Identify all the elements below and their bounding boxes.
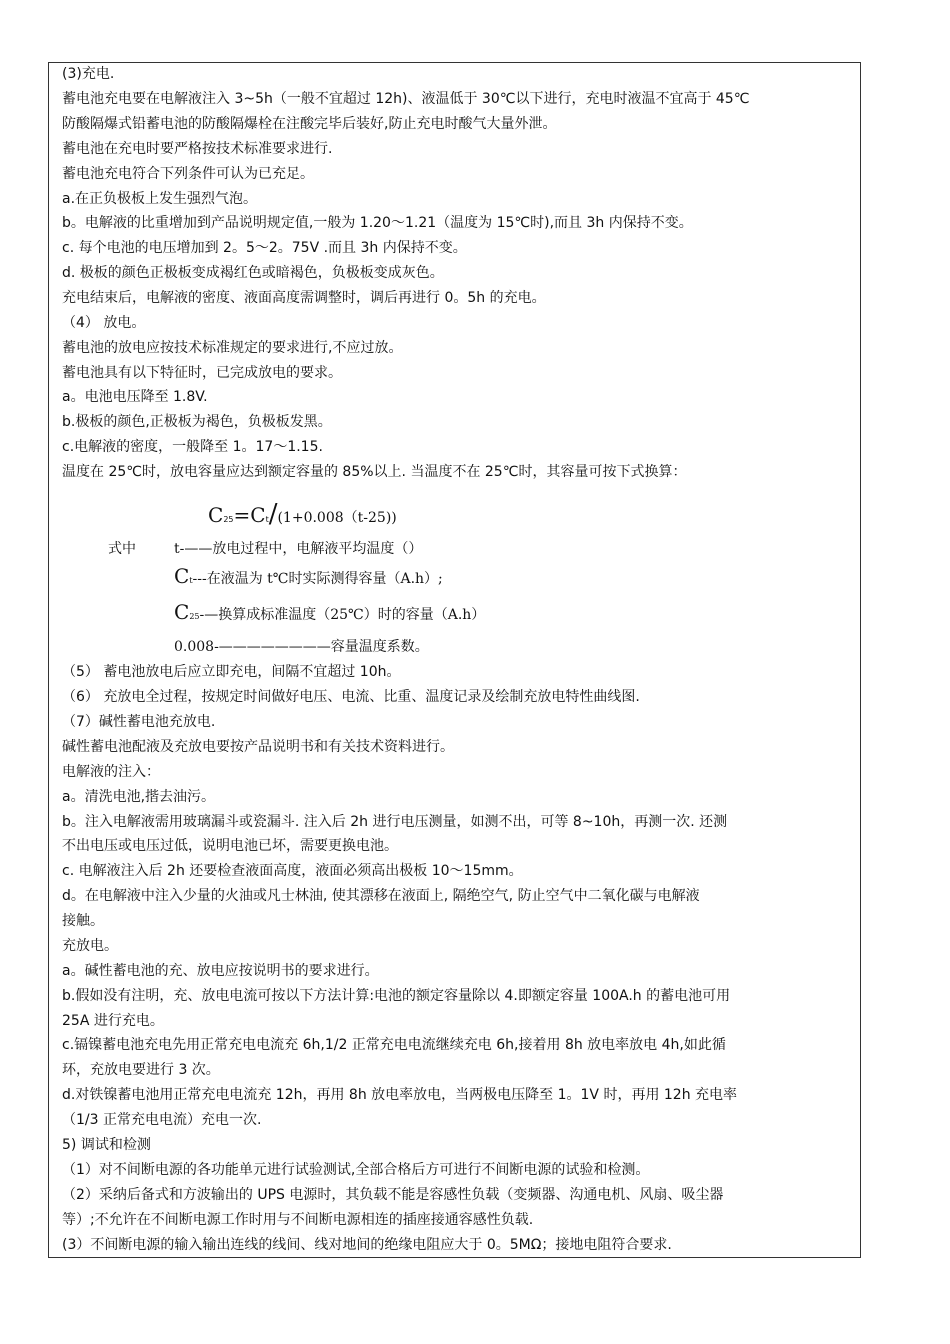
text-line: 不出电压或电压过低，说明电池已坏，需要更换电池。 [62,838,398,854]
text-line: d. 极板的颜色正极板变成褐红色或暗褐色，负极板变成灰色。 [62,265,444,281]
text-line: （4） 放电。 [62,315,146,331]
text-line: 蓄电池充电符合下列条件可认为已充足。 [62,166,314,182]
text-line: (3）不间断电源的输入输出连线的线间、线对地间的绝缘电阻应大于 0。5MΩ；接地电阻符合要求. [62,1237,672,1253]
legend-coef-line: 0.008-————————容量温度系数。 [174,639,429,655]
legend-c25-text: -—换算成标准温度（25℃）时的容量（A.h） [199,607,486,623]
text-line: （7）碱性蓄电池充放电. [62,714,216,730]
legend-c25-subscript: 25 [189,612,200,621]
text-line: c. 每个电池的电压增加到 2。5～2。75V .而且 3h 内保持不变。 [62,240,467,256]
text-line: （1/3 正常充电电流）充电一次. [62,1112,262,1128]
formula-slash: / [268,499,278,529]
formula-ct-subscript: t [265,515,269,524]
text-line: 防酸隔爆式铅蓄电池的防酸隔爆栓在注酸完毕后装好,防止充电时酸气大量外泄。 [62,116,557,132]
text-line: a。电池电压降至 1.8V. [62,389,208,405]
formula-equals-c: =C [233,503,266,527]
text-line: （2）采纳后备式和方波输出的 UPS 电源时，其负载不能是容感性负载（变频器、沟通电机、风扇、吸尘器 [62,1187,724,1203]
text-line: （1）对不间断电源的各功能单元进行试验测试,全部合格后方可进行不间断电源的试验和检测。 [62,1162,650,1178]
text-line: d。在电解液中注入少量的火油或凡士林油, 使其漂移在液面上, 隔绝空气, 防止空气中二氧化碳与电解液 [62,888,700,904]
text-line: 蓄电池在充电时要严格按技术标准要求进行. [62,141,333,157]
text-line: 蓄电池具有以下特征时，已完成放电的要求。 [62,365,342,381]
text-line: d.对铁镍蓄电池用正常充电电流充 12h，再用 8h 放电率放电，当两极电压降至 1。1V 时，再用 12h 充电率 [62,1087,738,1103]
text-line: 电解液的注入： [62,764,160,780]
capacity-formula [208,496,397,538]
legend-ct-subscript: t [189,576,193,585]
text-line: （6） 充放电全过程，按规定时间做好电压、电流、比重、温度记录及绘制充放电特性曲线图. [62,689,640,705]
text-line: （5） 蓄电池放电后应立即充电，间隔不宜超过 10h。 [62,664,401,680]
text-line: b.极板的颜色,正极板为褐色，负极板发黑。 [62,414,332,430]
legend-t-line: t-——放电过程中，电解液平均温度（） [174,541,423,557]
text-line: a。清洗电池,揩去油污。 [62,789,216,805]
text-line: 环，充放电要进行 3 次。 [62,1062,220,1078]
text-line: 碱性蓄电池配液及充放电要按产品说明书和有关技术资料进行。 [62,739,454,755]
text-line: b。注入电解液需用玻璃漏斗或瓷漏斗. 注入后 2h 进行电压测量，如测不出，可等 8~10h，再测一次. 还测 [62,814,728,830]
text-line: c.电解液的密度，一般降至 1。17～1.15. [62,439,323,455]
text-line: 充放电。 [62,938,118,954]
text-line: 等）;不允许在不间断电源工作时用与不间断电源相连的插座接通容感性负载. [62,1212,534,1228]
legend-ct-text: ---在液温为 t℃时实际测得容量（A.h）; [192,571,443,587]
formula-c-subscript: 25 [223,515,234,524]
legend-ct-c: C [174,564,190,588]
legend-label: 式中 [108,541,136,557]
text-line: a.在正负极板上发生强烈气泡。 [62,191,258,207]
legend-ct-line [174,562,443,595]
text-line: b。电解液的比重增加到产品说明规定值,一般为 1.20～1.21（温度为 15℃时),而且 3h 内保持不变。 [62,215,693,231]
text-line: 蓄电池充电要在电解液注入 3~5h（一般不宜超过 12h)、液温低于 30℃以下进行，充电时液温不宜高于 45℃ [62,91,750,107]
formula-denominator: (1+0.008（t-25)) [277,510,397,526]
text-line: b.假如没有注明，充、放电电流可按以下方法计算:电池的额定容量除以 4.即额定容量 100A.h 的蓄电池可用 [62,988,731,1004]
text-line: (3)充电. [62,66,115,82]
text-line: 5) 调试和检测 [62,1137,151,1153]
legend-c25-line [174,598,485,631]
text-line: c.镉镍蓄电池充电先用正常充电电流充 6h,1/2 正常充电电流继续充电 6h,接着用 8h 放电率放电 4h,如此循 [62,1037,726,1053]
text-line: 25A 进行充电。 [62,1013,164,1029]
text-line: 充电结束后，电解液的密度、液面高度需调整时，调后再进行 0。5h 的充电。 [62,290,546,306]
text-line: 蓄电池的放电应按技术标准规定的要求进行,不应过放。 [62,340,403,356]
text-line: 接触。 [62,913,104,929]
legend-c25-c: C [174,600,190,624]
text-line: a。碱性蓄电池的充、放电应按说明书的要求进行。 [62,963,379,979]
text-line: c. 电解液注入后 2h 还要检查液面高度，液面必须高出极板 10～15mm。 [62,863,523,879]
text-line: 温度在 25℃时，放电容量应达到额定容量的 85%以上. 当温度不在 25℃时，其容量可按下式换算： [62,464,687,480]
formula-c: C [208,503,224,527]
